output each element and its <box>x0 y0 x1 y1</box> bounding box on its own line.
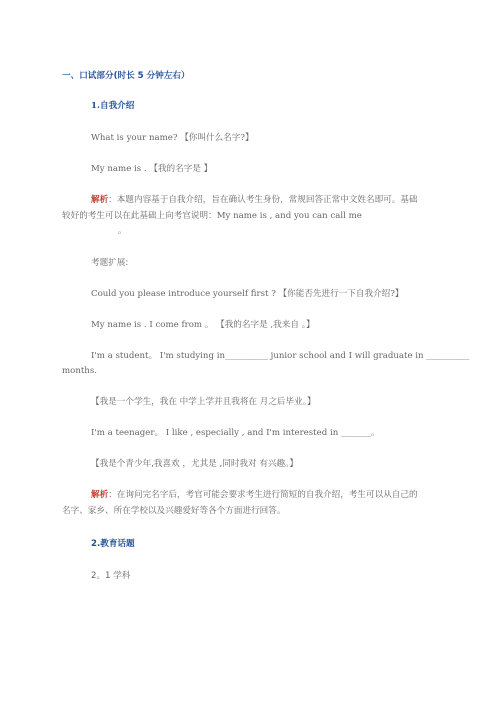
answer-student-cn: 【我是一个学生，我在 中学上学并且我将在 月之后毕业。】 <box>91 397 316 407</box>
explanation-2 <box>91 489 418 501</box>
explanation-1-line3: 。 <box>118 226 127 236</box>
explanation-text: ：在询问完名字后，考官可能会要求考生进行简短的自我介绍，考生可以从自己的 <box>108 490 418 500</box>
answer-teenager-cn: 【我是个青少年,我喜欢 ，尤其是 ,同时我对 有兴趣。】 <box>91 459 299 469</box>
explanation-1-line2: 较好的考生可以在此基础上向考官说明：My name is , and you can call me <box>62 211 362 221</box>
subsection-self-intro: 1.自我介绍 <box>91 101 135 111</box>
extension-label: 考题扩展: <box>91 258 129 268</box>
question-name: What is your name? 【你叫什么名字?】 <box>91 133 254 143</box>
question-introduce: Could you please introduce yourself first ? 【你能否先进行一下自我介绍?】 <box>91 289 404 299</box>
explanation-1 <box>91 194 418 206</box>
answer-name: My name is . 【我的名字是 】 <box>91 164 213 174</box>
explanation-label: 解析 <box>91 195 109 205</box>
section-title: 一、口试部分(时长 5 分钟左右） <box>62 71 190 81</box>
answer-name-hometown: My name is . I come from 。 【我的名字是 ,我来自 。】 <box>91 320 315 330</box>
answer-teenager: I'm a teenager。 I like , especially , and I'm interested in _______。 <box>91 428 380 438</box>
answer-student-line2: months. <box>62 366 97 376</box>
subsection-education: 2.教育话题 <box>91 539 135 549</box>
subsection-subjects: 2。1 学科 <box>91 571 131 581</box>
explanation-2-line2: 名字、家乡、所在学校以及兴趣爱好等各个方面进行回答。 <box>62 506 286 516</box>
explanation-text: ：本题内容基于自我介绍，旨在确认考生身份，常规回答正常中文姓名即可。基础 <box>108 195 418 205</box>
explanation-label: 解析 <box>91 490 109 500</box>
answer-student: I'm a student。 I'm studying in__________ junior school and I will graduate in __________ <box>91 351 470 361</box>
